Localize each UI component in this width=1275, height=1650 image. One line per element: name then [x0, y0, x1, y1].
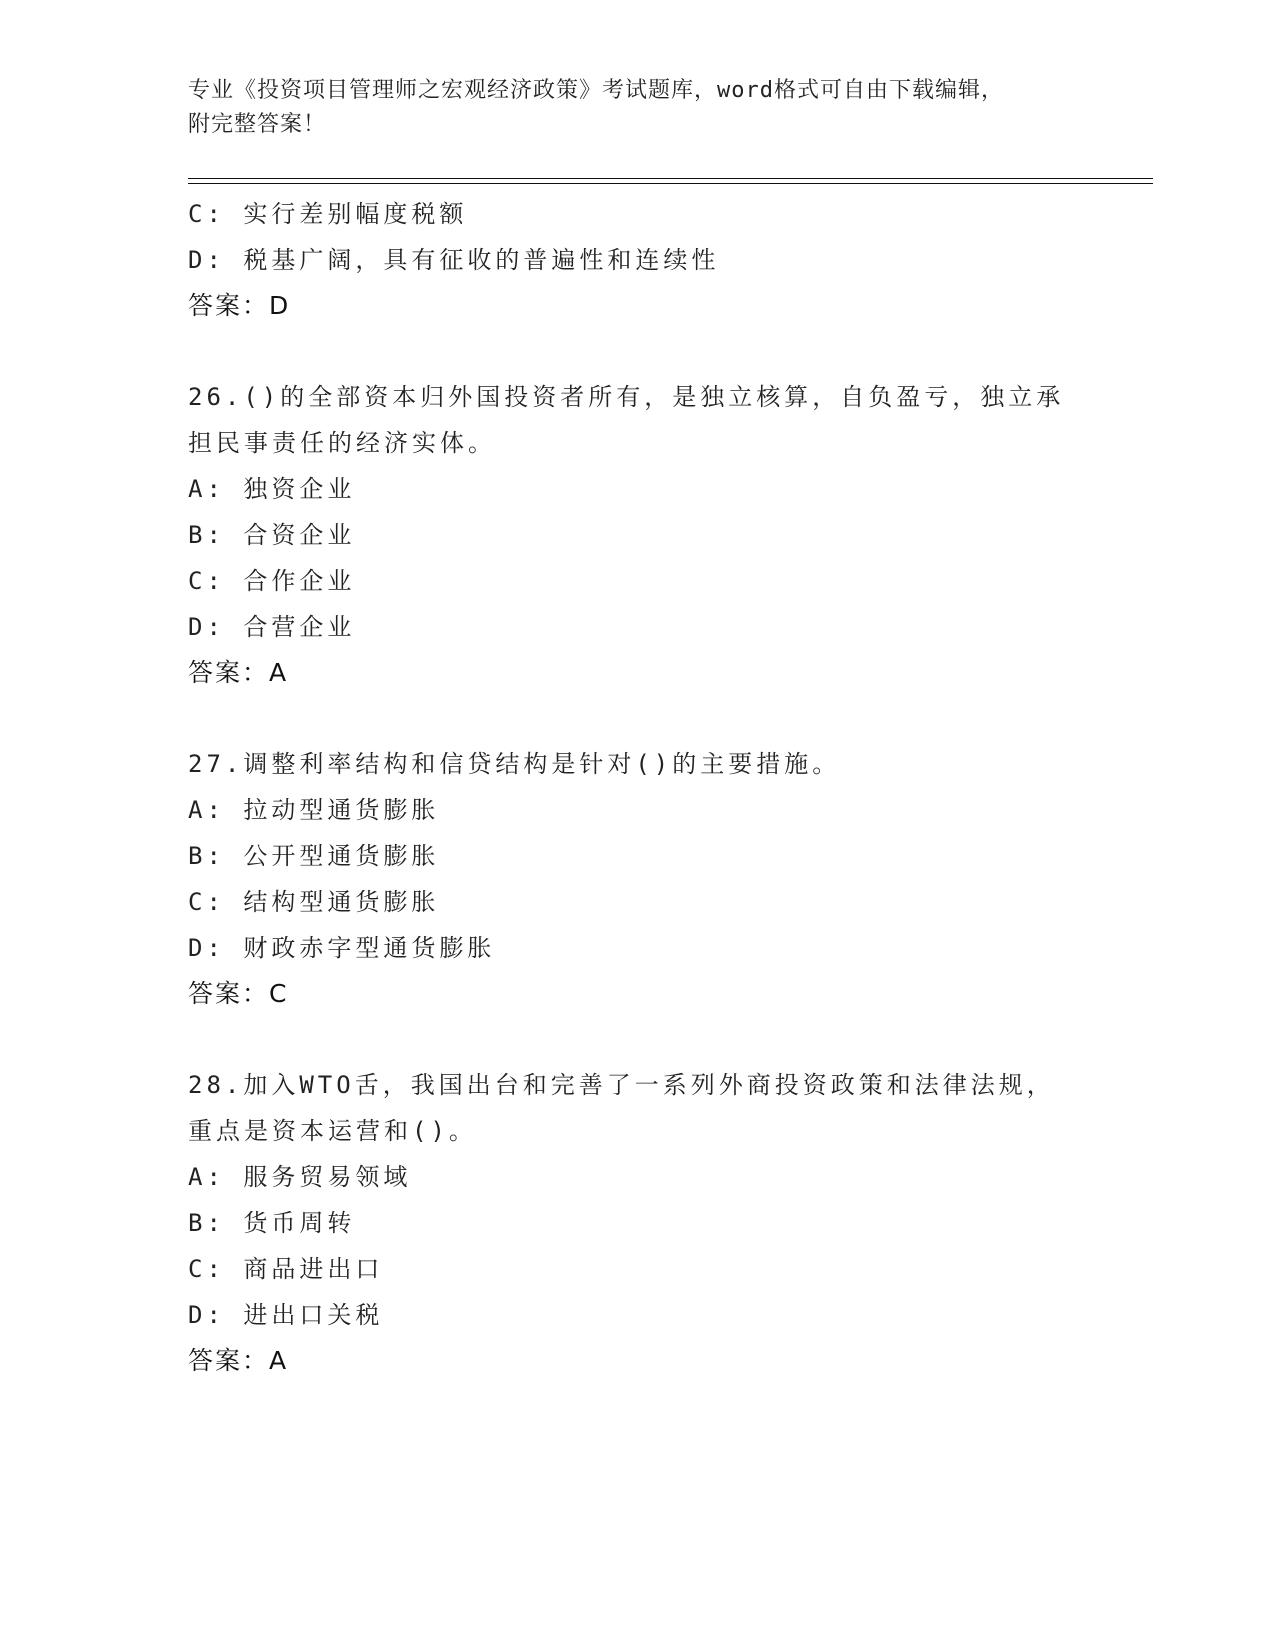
option-c: C: 商品进出口: [188, 1255, 384, 1283]
question-stem: 担民事责任的经济实体。: [188, 429, 496, 457]
question-stem: 28.加入WTO舌，我国出台和完善了一系列外商投资政策和法律法规，: [188, 1071, 1055, 1099]
option-b: B: 合资企业: [188, 521, 356, 549]
answer-line: 答案：C: [188, 979, 289, 1008]
answer-line: 答案：D: [188, 291, 291, 320]
document-header: [188, 74, 1088, 142]
answer-line: 答案：A: [188, 658, 289, 687]
header-line-2: 附完整答案！: [188, 112, 327, 137]
option-d: D: 财政赤字型通货膨胀: [188, 934, 496, 962]
question-stem: 26.()的全部资本归外国投资者所有，是独立核算，自负盈亏，独立承: [188, 383, 1065, 411]
option-a: A: 拉动型通货膨胀: [188, 796, 440, 824]
question-26: [188, 374, 1088, 696]
option-b: B: 货币周转: [188, 1209, 356, 1237]
option-c: C: 实行差别幅度税额: [188, 200, 468, 228]
option-d: D: 税基广阔，具有征收的普遍性和连续性: [188, 246, 720, 274]
question-stem: 重点是资本运营和()。: [188, 1117, 477, 1145]
header-line-1: 专业《投资项目管理师之宏观经济政策》考试题库，word格式可自由下载编辑，: [188, 78, 1004, 103]
answer-line: 答案：A: [188, 1346, 289, 1375]
option-c: C: 合作企业: [188, 567, 356, 595]
option-c: C: 结构型通货膨胀: [188, 888, 440, 916]
question-stem: 27.调整利率结构和信贷结构是针对()的主要措施。: [188, 750, 841, 778]
option-d: D: 进出口关税: [188, 1301, 384, 1329]
option-a: A: 服务贸易领域: [188, 1163, 412, 1191]
header-divider-bottom: [188, 183, 1153, 184]
option-d: D: 合营企业: [188, 613, 356, 641]
option-a: A: 独资企业: [188, 475, 356, 503]
question-27: [188, 741, 1088, 1017]
question-25-tail: [188, 191, 1088, 329]
question-list: [188, 191, 1088, 1384]
question-28: [188, 1062, 1088, 1384]
header-divider-top: [188, 178, 1153, 179]
option-b: B: 公开型通货膨胀: [188, 842, 440, 870]
